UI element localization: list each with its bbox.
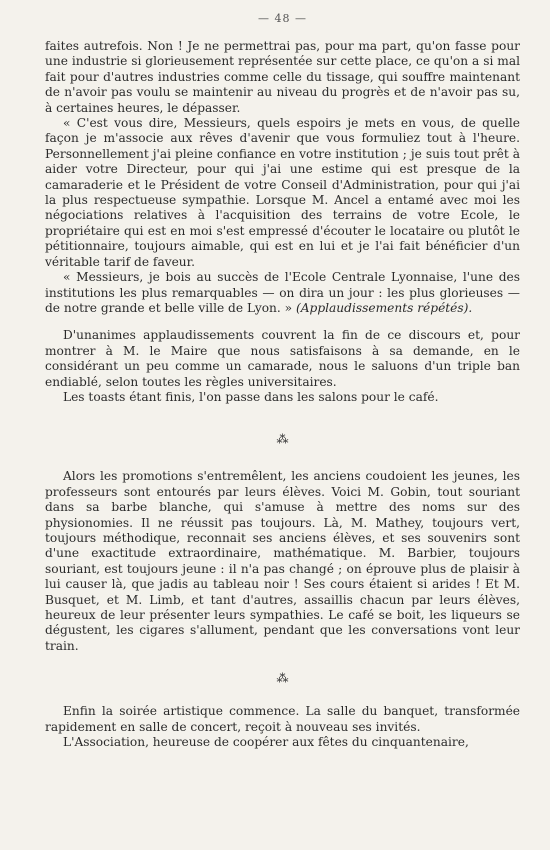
applause-note: (Applaudissements répétés). <box>295 300 473 315</box>
section-ornament: ⁂ <box>276 432 289 447</box>
paragraph-toast <box>45 270 520 316</box>
paragraph-continuation: faites autrefois. Non ! Je ne permettrai pas, pour ma part, qu'on fasse pour une industrie si glorieusement représentée sur cette place, ce qu'on a si mal fait pour d'autres industries comme celle du tissage, qui souffre maintenant de n'avoir pas voulu se maintenir au niveau du progrès et de n'avoir pas su, à certaines heures, le dépasser. <box>45 39 520 115</box>
paragraph-speech: « C'est vous dire, Messieurs, quels espoirs je mets en vous, de quelle façon je m'associe aux rêves d'avenir que vous formuliez tout à l'heure. Personnellement j'ai pleine confiance en votre institution ; je suis tout prêt à aider votre Directeur, pour qui j'ai une estime qui est presque de la camaraderie et le Président de votre Conseil d'Administration, pour qui j'ai la plus respectueuse sympathie. Lorsque M. Ancel a entamé avec moi les négociations relatives à l'acquisition des terrains de votre Ecole, le propriétaire qui est en moi s'est empressé d'écouter le locataire ou plutôt le pétitionnaire, toujours aimable, qui est en lui et je l'ai fait bénéficier d'un véritable tarif de faveur. <box>45 116 520 269</box>
paragraph-applause: D'unanimes applaudissements couvrent la fin de ce discours et, pour montrer à M. le Maire que nous satisfaisons à sa demande, en le considérant un peu comme un camarade, nous le saluons d'un triple ban endiablé, selon toutes les règles universitaires. <box>45 328 520 389</box>
paragraph-cafe: Les toasts étant finis, l'on passe dans les salons pour le café. <box>63 389 439 404</box>
section-ornament: ⁂ <box>276 671 289 686</box>
page-number: — 48 — <box>258 12 307 25</box>
paragraph-association: L'Association, heureuse de coopérer aux fêtes du cinquantenaire, <box>63 735 469 750</box>
paragraph-promotions: Alors les promotions s'entremêlent, les anciens coudoient les jeunes, les professeurs sont entourés par leurs élèves. Voici M. Gobin, tout souriant dans sa barbe blanche, qui s'amuse à mettre des noms sur des physionomies. Il ne réussit pas toujours. Là, M. Mathey, toujours vert, toujours méthodique, reconnait ses anciens élèves, et ses souvenirs sont d'une exactitude extraordinaire, mathématique. M. Barbier, toujours souriant, est toujours jeune : il n'a pas changé ; on éprouve plus de plaisir à lui causer là, que jadis au tableau noir ! Ses cours étaient si arides ! Et M. Busquet, et M. Limb, et tant d'autres, assaillis chacun par leurs élèves, heureux de leur présenter leurs sympathies. Le café se boit, les liqueurs se dégustent, les cigares s'allument, pendant que les conversations vont leur train. <box>45 469 520 653</box>
paragraph-soiree: Enfin la soirée artistique commence. La salle du banquet, transformée rapidement en salle de concert, reçoit à nouveau ses invités. <box>45 704 520 734</box>
toast-text: « Messieurs, je bois au succès de l'Ecole Centrale Lyonnaise, l'une des institutions les plus remarquables — on dira un jour : les plus glorieuses — de notre grande et belle ville de Lyon. » <box>45 270 520 315</box>
